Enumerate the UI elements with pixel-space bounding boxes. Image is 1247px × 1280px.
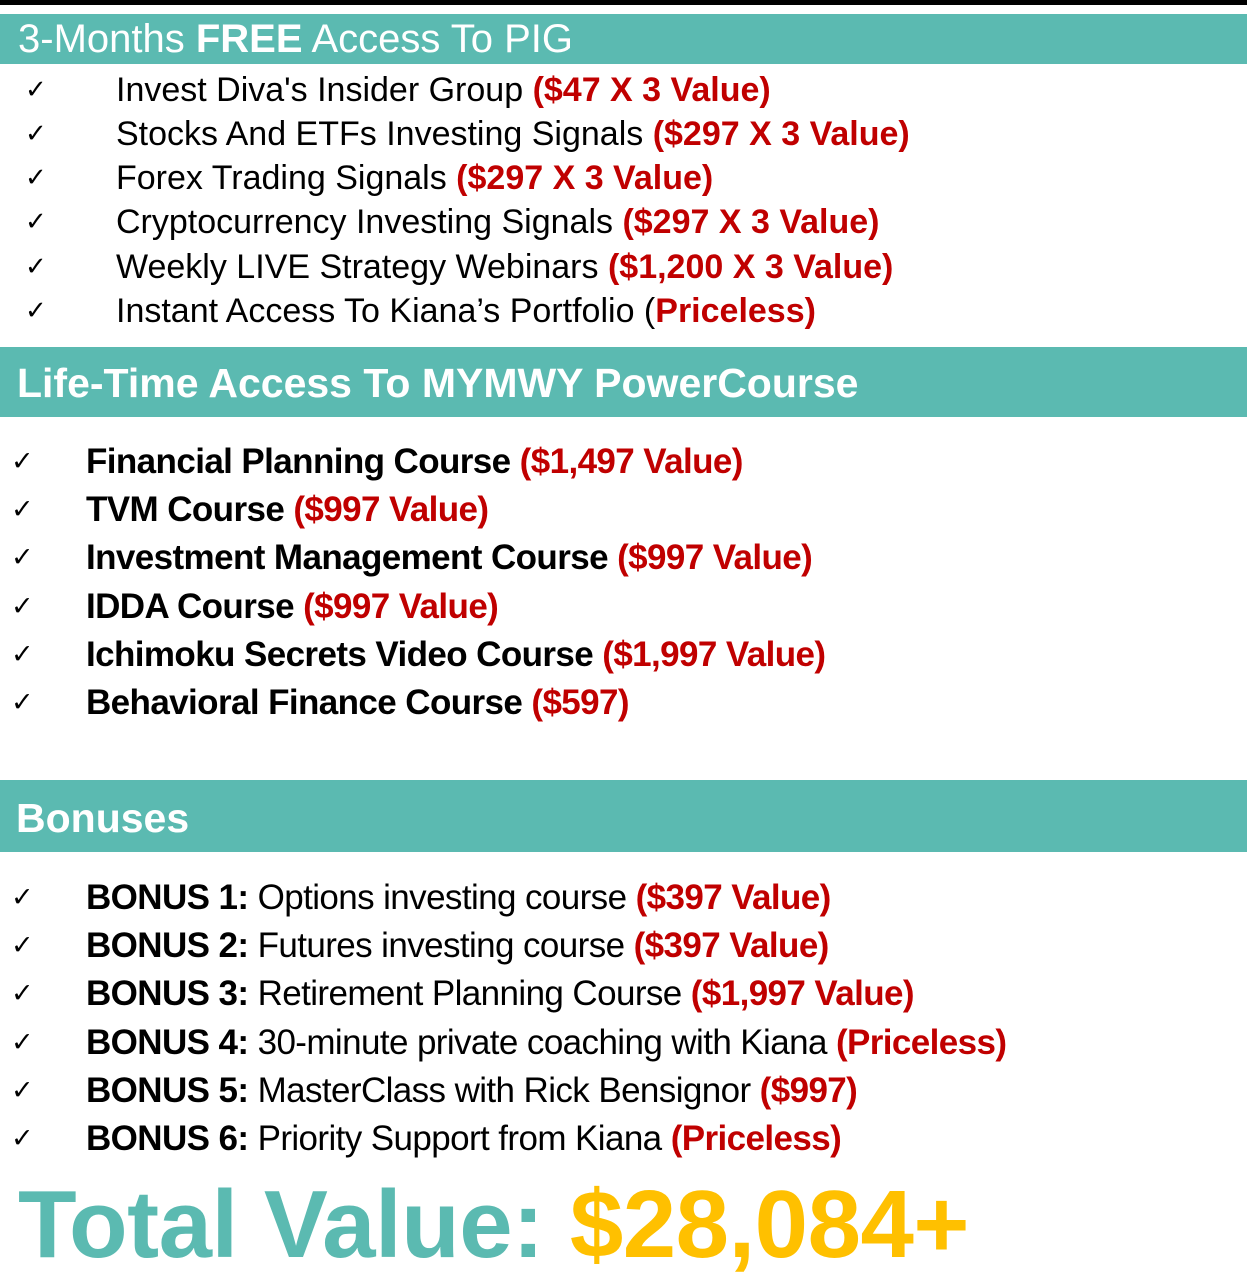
section-title-free: FREE bbox=[195, 17, 303, 61]
item-text: Forex Trading Signals bbox=[116, 159, 457, 197]
top-border-line bbox=[0, 0, 1247, 5]
bonus-text: Options investing course bbox=[248, 878, 636, 917]
course-value: ($1,997 Value) bbox=[602, 635, 826, 674]
item-value: ($297 X 3 Value) bbox=[652, 115, 910, 153]
checkmark-icon: ✓ bbox=[25, 207, 47, 237]
course-name: IDDA Course bbox=[86, 587, 304, 626]
bonus-value: ($397 Value) bbox=[633, 926, 829, 965]
checkmark-icon: ✓ bbox=[11, 1027, 34, 1058]
course-name: Ichimoku Secrets Video Course bbox=[86, 635, 603, 674]
bonus-value: ($997) bbox=[759, 1071, 858, 1110]
checkmark-icon: ✓ bbox=[11, 882, 34, 913]
bonus-value: ($397 Value) bbox=[635, 878, 831, 917]
checkmark-icon: ✓ bbox=[11, 494, 34, 525]
item-text: Stocks And ETFs Investing Signals bbox=[116, 115, 653, 153]
bonus-text: Futures investing course bbox=[248, 926, 634, 965]
course-value: ($997 Value) bbox=[617, 538, 813, 577]
bonus-label: BONUS 5: bbox=[86, 1071, 249, 1110]
total-value bbox=[18, 1170, 969, 1280]
total-label: Total Value: bbox=[18, 1171, 570, 1278]
course-name: Financial Planning Course bbox=[86, 442, 520, 481]
checkmark-icon: ✓ bbox=[11, 1123, 34, 1154]
item-text: Cryptocurrency Investing Signals bbox=[116, 203, 623, 241]
bonus-value: ($1,997 Value) bbox=[690, 974, 914, 1013]
total-amount: $28,084+ bbox=[569, 1171, 969, 1278]
checkmark-icon: ✓ bbox=[25, 119, 47, 149]
course-value: ($597) bbox=[531, 683, 629, 722]
course-value: ($997 Value) bbox=[303, 587, 499, 626]
bonus-label: BONUS 1: bbox=[86, 878, 249, 917]
checkmark-icon: ✓ bbox=[11, 978, 34, 1009]
checkmark-icon: ✓ bbox=[11, 639, 34, 670]
bonus-label: BONUS 4: bbox=[86, 1023, 249, 1062]
item-text: Instant Access To Kiana’s Portfolio ( bbox=[116, 292, 656, 330]
checkmark-icon: ✓ bbox=[11, 687, 34, 718]
checkmark-icon: ✓ bbox=[11, 542, 34, 573]
bonus-value: (Priceless) bbox=[670, 1119, 842, 1158]
checkmark-icon: ✓ bbox=[11, 446, 34, 477]
section-title-post: Access To PIG bbox=[302, 17, 574, 61]
item-value: ($297 X 3 Value) bbox=[456, 159, 714, 197]
course-name: Investment Management Course bbox=[86, 538, 618, 577]
bonus-text: Retirement Planning Course bbox=[248, 974, 691, 1013]
bonus-label: BONUS 2: bbox=[86, 926, 249, 965]
item-value: ($1,200 X 3 Value) bbox=[607, 248, 894, 286]
bonus-label: BONUS 6: bbox=[86, 1119, 249, 1158]
section-title-pre: 3-Months bbox=[18, 17, 196, 61]
checkmark-icon: ✓ bbox=[11, 930, 34, 961]
item-text: Invest Diva's Insider Group bbox=[116, 71, 533, 109]
item-value: ($297 X 3 Value) bbox=[622, 203, 880, 241]
bonus-text: MasterClass with Rick Bensignor bbox=[248, 1071, 760, 1110]
course-name: Behavioral Finance Course bbox=[86, 683, 532, 722]
checkmark-icon: ✓ bbox=[25, 252, 47, 282]
bonus-text: Priority Support from Kiana bbox=[248, 1119, 671, 1158]
checkmark-icon: ✓ bbox=[25, 75, 47, 105]
checkmark-icon: ✓ bbox=[25, 163, 47, 193]
course-name: TVM Course bbox=[86, 490, 294, 529]
bonus-label: BONUS 3: bbox=[86, 974, 249, 1013]
section-header-bonuses: Bonuses bbox=[0, 780, 1247, 852]
checkmark-icon: ✓ bbox=[11, 591, 34, 622]
checkmark-icon: ✓ bbox=[11, 1075, 34, 1106]
course-value: ($997 Value) bbox=[293, 490, 489, 529]
bonus-text: 30-minute private coaching with Kiana bbox=[248, 1023, 836, 1062]
item-value: ($47 X 3 Value) bbox=[532, 71, 771, 109]
item-text: Weekly LIVE Strategy Webinars bbox=[116, 248, 608, 286]
checkmark-icon: ✓ bbox=[25, 296, 47, 326]
item-value: Priceless) bbox=[655, 292, 816, 330]
section-header-pig bbox=[0, 14, 1247, 64]
bonus-value: (Priceless) bbox=[835, 1023, 1007, 1062]
section-header-powercourse: Life-Time Access To MYMWY PowerCourse bbox=[0, 347, 1247, 417]
course-value: ($1,497 Value) bbox=[519, 442, 743, 481]
